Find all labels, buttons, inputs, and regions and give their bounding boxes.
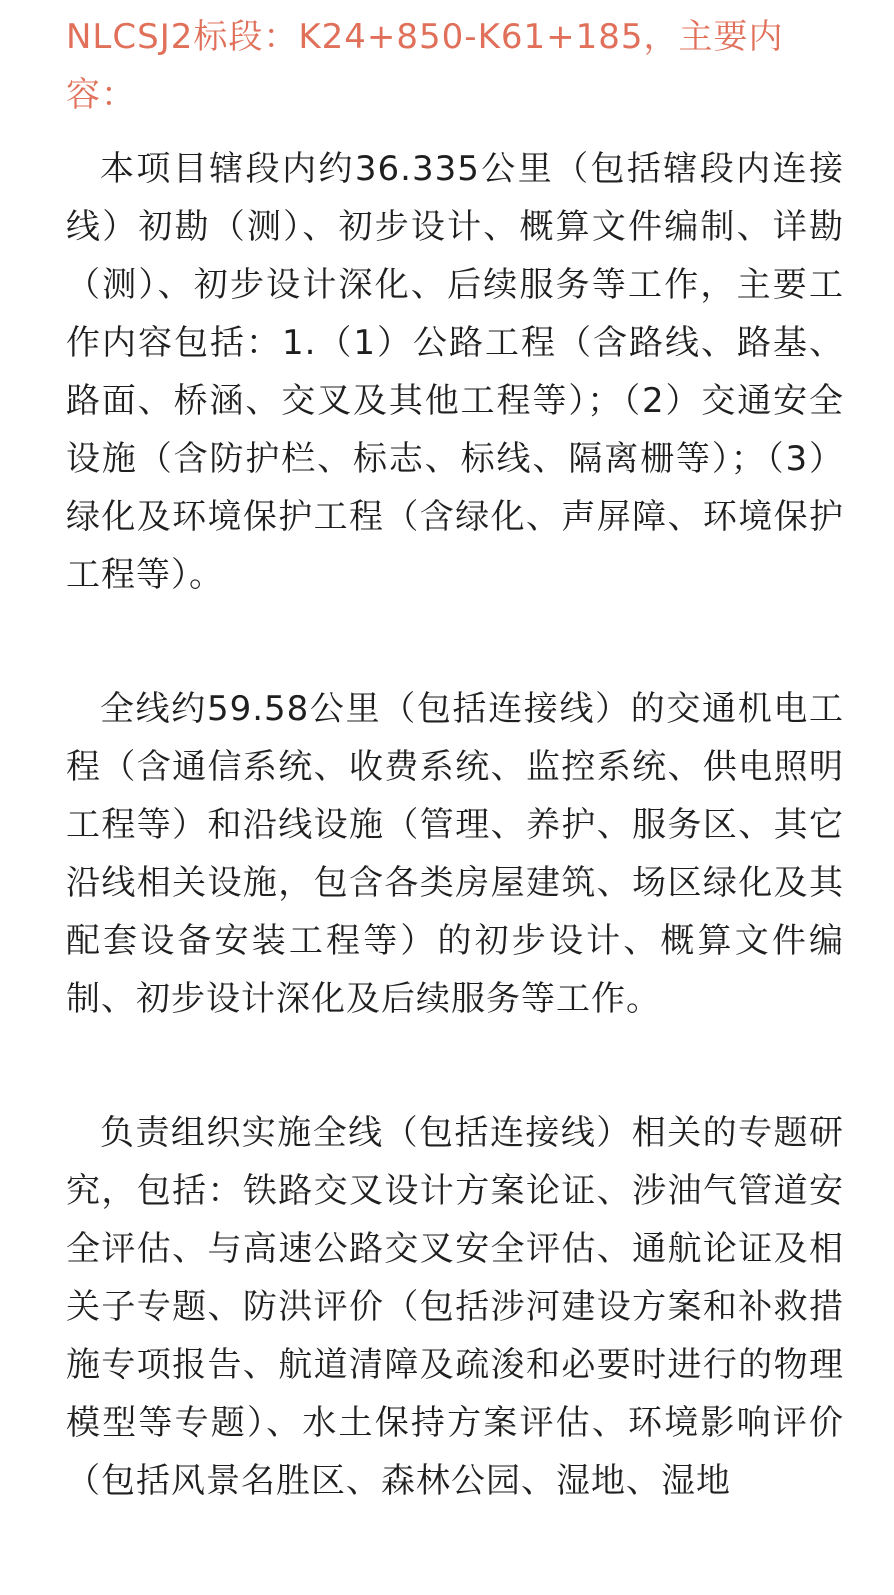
paragraph-highway-scope: 本项目辖段内约36.335公里（包括辖段内连接线）初勘（测）、初步设计、概算文件编制、详勘（测）、初步设计深化、后续服务等工作，主要工作内容包括：1.（1）公路工程（含路线、路基、路面、桥涵、交叉及其他工程等）；（2）交通安全设施（含防护栏、标志、标线、隔离栅等）；（3）绿化及环境保护工程（含绿化、声屏障、环境保护工程等）。: [66, 149, 844, 595]
paragraph-special-studies: 负责组织实施全线（包括连接线）相关的专题研究，包括：铁路交叉设计方案论证、涉油气管道安全评估、与高速公路交叉安全评估、通航论证及相关子专题、防洪评价（包括涉河建设方案和补救措施专项报告、航道清障及疏浚和必要时进行的物理模型等专题）、水土保持方案评估、环境影响评价（包括风景名胜区、森林公园、湿地、湿地: [66, 1113, 844, 1501]
section-heading: NLCSJ2标段：K24+850-K61+185，主要内容：: [66, 17, 784, 115]
paragraph-electromechanical-scope: 全线约59.58公里（包括连接线）的交通机电工程（含通信系统、收费系统、监控系统、供电照明工程等）和沿线设施（管理、养护、服务区、其它沿线相关设施，包含各类房屋建筑、场区绿化及其配套设备安装工程等）的初步设计、概算文件编制、初步设计深化及后续服务等工作。: [66, 689, 844, 1019]
